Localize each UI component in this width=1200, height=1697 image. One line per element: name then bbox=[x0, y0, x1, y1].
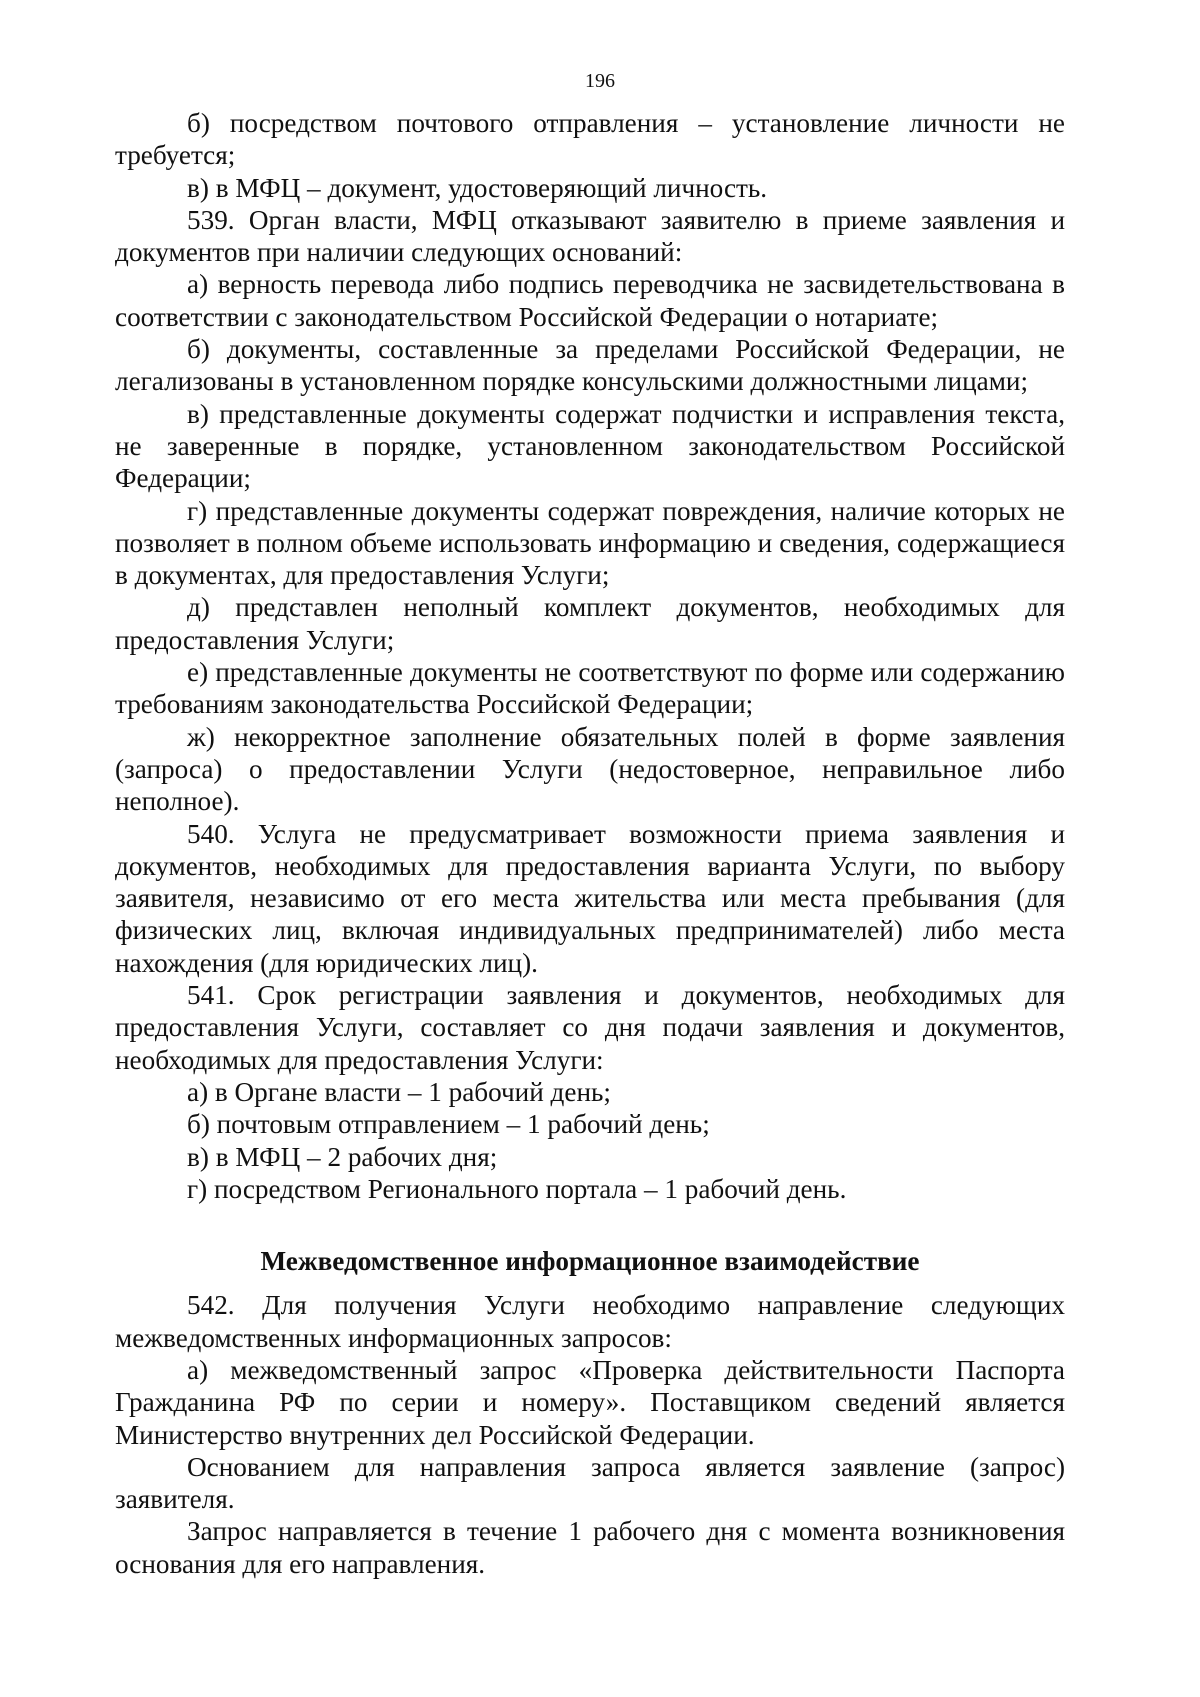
paragraph-541: 541. Срок регистрации заявления и документов, необходимых для предоставления Услуги, составляет со дня подачи заявления и документов, необходимых для предоставления Услуги: bbox=[115, 980, 1065, 1075]
paragraph-539-zh: ж) некорректное заполнение обязательных полей в форме заявления (запроса) о предоставлении Услуги (недостоверное, неправильное либо неполное). bbox=[115, 721, 1065, 817]
document-body bbox=[115, 107, 1065, 1580]
paragraph-541-a: а) в Органе власти – 1 рабочий день; bbox=[187, 1076, 611, 1107]
paragraph-539-b: б) документы, составленные за пределами Российской Федерации, не легализованы в установленном порядке консульскими должностными лицами; bbox=[115, 334, 1065, 397]
paragraph-542: 542. Для получения Услуги необходимо направление следующих межведомственных информационных запросов: bbox=[115, 1290, 1065, 1353]
heading-gap bbox=[115, 1277, 1065, 1289]
paragraph-539-g: г) представленные документы содержат повреждения, наличие которых не позволяет в полном объеме использовать информацию и сведения, содержащиеся в документах, для предоставления Услуги; bbox=[115, 495, 1065, 591]
section-gap bbox=[115, 1205, 1065, 1245]
paragraph-541-v: в) в МФЦ – 2 рабочих дня; bbox=[187, 1141, 498, 1172]
paragraph-541-b: б) почтовым отправлением – 1 рабочий день; bbox=[187, 1109, 710, 1140]
paragraph-540: 540. Услуга не предусматривает возможности приема заявления и документов, необходимых для предоставления варианта Услуги, по выбору заявителя, независимо от его места жительства или места пребывания (для физических лиц, включая индивидуальных предпринимателей) либо места нахождения (для юридических лиц). bbox=[115, 818, 1065, 978]
paragraph-541-g: г) посредством Регионального портала – 1 рабочий день. bbox=[187, 1173, 847, 1204]
paragraph-request-basis: Основанием для направления запроса является заявление (запрос) заявителя. bbox=[115, 1451, 1065, 1515]
paragraph-539-d: д) представлен неполный комплект документов, необходимых для предоставления Услуги; bbox=[115, 592, 1065, 655]
paragraph-delivery-mfc: в) в МФЦ – документ, удостоверяющий личность. bbox=[187, 172, 768, 203]
paragraph-542-a: а) межведомственный запрос «Проверка действительности Паспорта Гражданина РФ по серии и номеру». Поставщиком сведений является Министерство внутренних дел Российской Федерации. bbox=[115, 1354, 1065, 1450]
paragraph-539-e: е) представленные документы не соответствуют по форме или содержанию требованиям законодательства Российской Федерации; bbox=[115, 657, 1065, 720]
paragraph-539: 539. Орган власти, МФЦ отказывают заявителю в приеме заявления и документов при наличии следующих оснований: bbox=[115, 204, 1065, 268]
paragraph-539-v: в) представленные документы содержат подчистки и исправления текста, не заверенные в порядке, установленном законодательством Российской Федерации; bbox=[115, 398, 1065, 494]
section-heading: Межведомственное информационное взаимодействие bbox=[260, 1246, 920, 1277]
paragraph-delivery-post: б) посредством почтового отправления – установление личности не требуется; bbox=[115, 108, 1065, 171]
page-number: 196 bbox=[585, 70, 615, 92]
paragraph-request-timing: Запрос направляется в течение 1 рабочего дня с момента возникновения основания для его направления. bbox=[115, 1516, 1065, 1579]
paragraph-539-a: а) верность перевода либо подпись переводчика не засвидетельствована в соответствии с законодательством Российской Федерации о нотариате; bbox=[115, 269, 1065, 332]
